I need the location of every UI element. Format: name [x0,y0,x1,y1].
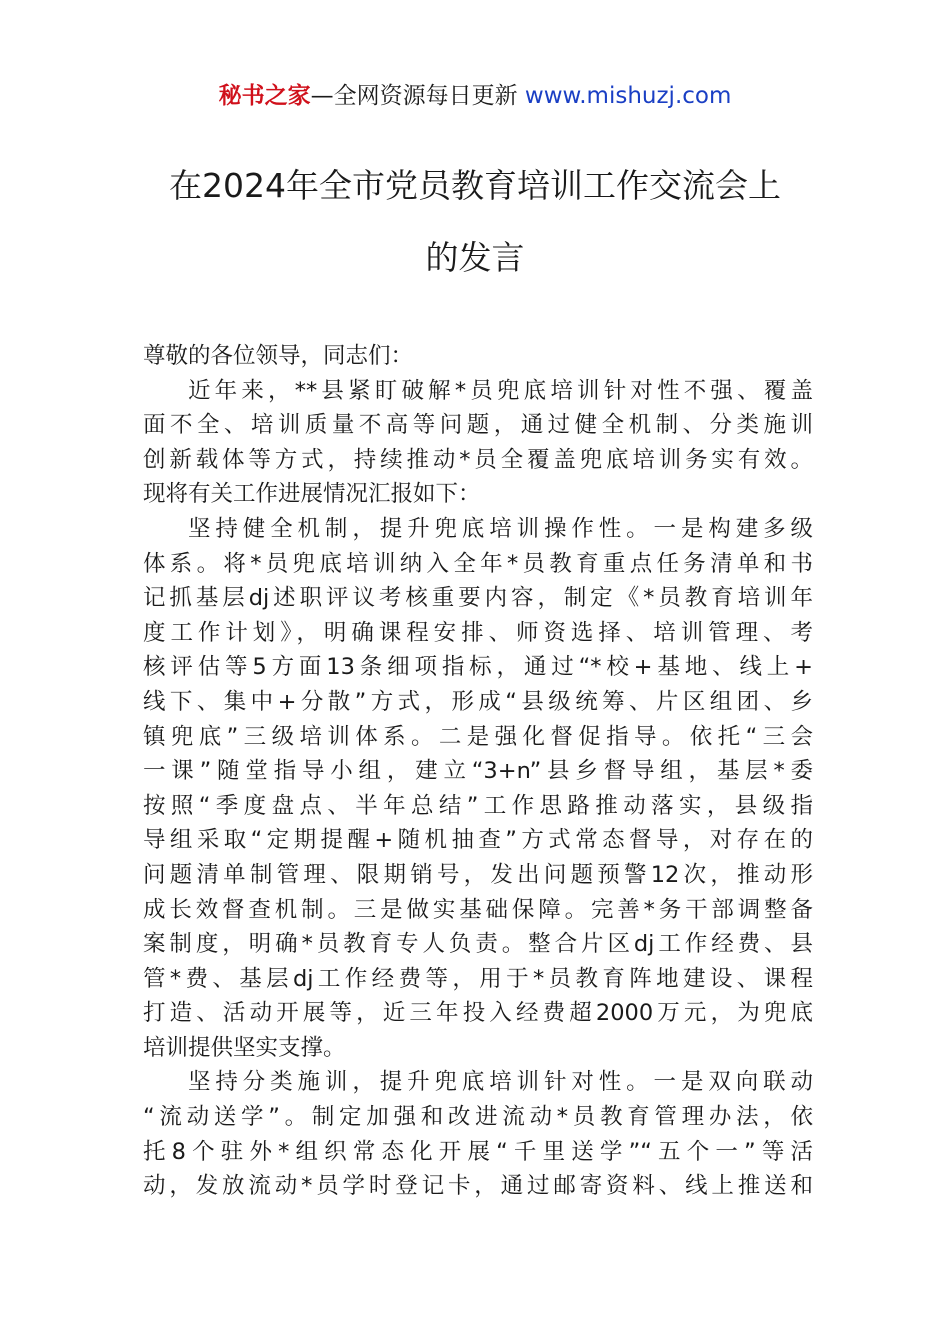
body-line: 动，发放流动*员学时登记卡，通过邮寄资料、线上推送和 [143,1173,813,1200]
body-line: 核评估等5方面13条细项指标，通过“*校+基地、线上+ [143,654,813,681]
body-line: 线下、集中+分散”方式，形成“县级统筹、片区组团、乡 [143,688,813,715]
body-line: “流动送学”。制定加强和改进流动*员教育管理办法，依 [143,1104,813,1131]
body-line: 创新载体等方式，持续推动*员全覆盖兜底培训务实有效。 [143,446,813,473]
body-line: 按照“季度盘点、半年总结”工作思路推动落实，县级指 [143,792,813,819]
title-line-2: 的发言 [425,238,525,277]
body-line: 面不全、培训质量不高等问题，通过健全机制、分类施训 [143,412,813,439]
brand-name: 秘书之家 [218,83,311,109]
body-line: 托8个驻外*组织常态化开展“千里送学”“五个一”等活 [143,1138,813,1165]
body-line: 度工作计划》，明确课程安排、师资选择、培训管理、考 [143,619,813,646]
title-line-1: 在2024年全市党员教育培训工作交流会上 [169,166,781,205]
body-line: 成长效督查机制。三是做实基础保障。完善*务干部调整备 [143,896,813,923]
body-line: 坚持分类施训，提升兜底培训针对性。一是双向联动 [188,1069,813,1096]
body-line: 问题清单制管理、限期销号，发出问题预警12次，推动形 [143,861,813,888]
body-line: 现将有关工作进展情况汇报如下： [143,481,481,508]
document-title [100,150,850,294]
body-line: 体系。将*员兜底培训纳入全年*员教育重点任务清单和书 [143,550,813,577]
body-line: 管*费、基层dj工作经费等，用于*员教育阵地建设、课程 [143,965,813,992]
document-body [143,339,813,1204]
body-line: 记抓基层dj述职评议考核重要内容，制定《*员教育培训年 [143,585,813,612]
body-line: 近年来，**县紧盯破解*员兜底培训针对性不强、覆盖 [188,377,813,404]
body-line: 培训提供坚实支撑。 [143,1034,346,1061]
body-line: 镇兜底”三级培训体系。二是强化督促指导。依托“三会 [143,723,813,750]
site-header [0,80,950,112]
site-url[interactable]: www.mishuzj.com [524,83,732,109]
body-line: 导组采取“定期提醒+随机抽查”方式常态督导，对存在的 [143,827,813,854]
body-line: 坚持健全机制，提升兜底培训操作性。一是构建多级 [188,515,813,542]
body-line: 案制度，明确*员教育专人负责。整合片区dj工作经费、县 [143,931,813,958]
salutation: 尊敬的各位领导，同志们： [143,343,414,369]
body-line: 打造、活动开展等，近三年投入经费超2000万元，为兜底 [143,1000,813,1027]
header-tagline: —全网资源每日更新 [310,83,518,109]
body-line: 一课”随堂指导小组，建立“3+n”县乡督导组，基层*委 [143,758,813,785]
